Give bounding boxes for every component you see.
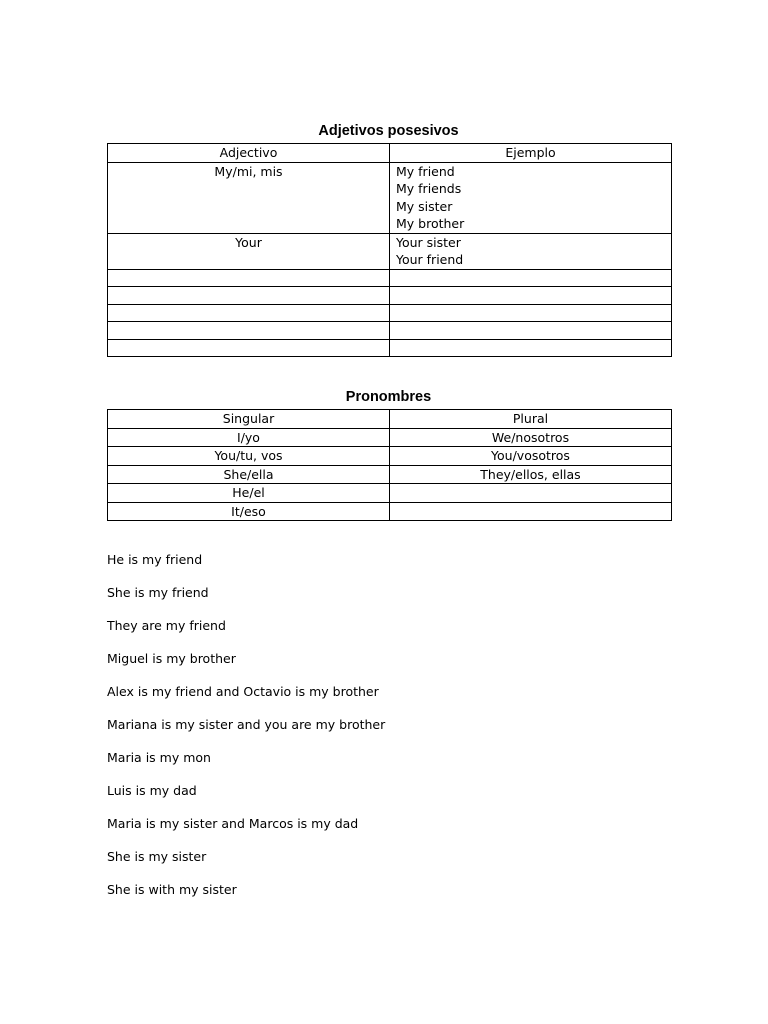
empty-cell — [390, 304, 672, 322]
plural-cell — [390, 502, 672, 521]
table-row — [108, 465, 672, 484]
possessives-table — [107, 143, 672, 357]
header-singular: Singular — [108, 410, 390, 429]
empty-cell — [108, 287, 390, 305]
table-header-row — [108, 144, 672, 163]
sentence: They are my friend — [107, 618, 226, 633]
sentence: She is my sister — [107, 849, 207, 864]
example-line: Your sister — [396, 234, 461, 250]
sentence: Maria is my sister and Marcos is my dad — [107, 816, 359, 831]
table-row — [108, 502, 672, 521]
plural-cell: They/ellos, ellas — [390, 465, 672, 484]
plural-cell: You/vosotros — [390, 447, 672, 466]
empty-cell — [108, 269, 390, 287]
sentence: Luis is my dad — [107, 783, 197, 798]
example-line: My friend — [396, 163, 455, 179]
example-cell — [390, 162, 672, 233]
sentence: She is my friend — [107, 585, 209, 600]
empty-table-row — [108, 269, 672, 287]
table-row — [108, 162, 672, 233]
empty-cell — [108, 322, 390, 340]
header-adjective: Adjectivo — [108, 144, 390, 163]
empty-table-row — [108, 287, 672, 305]
sentence: He is my friend — [107, 552, 203, 567]
sentence: Miguel is my brother — [107, 651, 236, 666]
sentence: Alex is my friend and Octavio is my brother — [107, 684, 379, 699]
empty-cell — [390, 322, 672, 340]
pronouns-title: Pronombres — [345, 389, 432, 405]
example-cell — [390, 233, 672, 269]
sentence: Mariana is my sister and you are my brother — [107, 717, 386, 732]
singular-cell: You/tu, vos — [108, 447, 390, 466]
empty-table-row — [108, 322, 672, 340]
table-row — [108, 233, 672, 269]
pronouns-table — [107, 409, 672, 521]
table-header-row — [108, 410, 672, 429]
plural-cell — [390, 484, 672, 503]
possessives-title: Adjetivos posesivos — [318, 123, 459, 139]
singular-cell: He/el — [108, 484, 390, 503]
sentence: She is with my sister — [107, 882, 237, 897]
plural-cell: We/nosotros — [390, 428, 672, 447]
example-line: My sister — [396, 198, 453, 214]
singular-cell: It/eso — [108, 502, 390, 521]
singular-cell: I/yo — [108, 428, 390, 447]
table-row — [108, 484, 672, 503]
empty-cell — [390, 287, 672, 305]
empty-table-row — [108, 304, 672, 322]
table-row — [108, 447, 672, 466]
empty-cell — [390, 339, 672, 357]
header-example: Ejemplo — [390, 144, 672, 163]
adjective-cell: Your — [108, 233, 390, 269]
header-plural: Plural — [390, 410, 672, 429]
sentence-list — [107, 551, 667, 914]
example-line: Your friend — [396, 252, 464, 267]
example-line: My friends — [396, 181, 462, 196]
empty-table-row — [108, 339, 672, 357]
singular-cell: She/ella — [108, 465, 390, 484]
empty-cell — [108, 304, 390, 322]
table-row — [108, 428, 672, 447]
adjective-cell: My/mi, mis — [108, 162, 390, 233]
sentence: Maria is my mon — [107, 750, 211, 765]
empty-cell — [390, 269, 672, 287]
example-line: My brother — [396, 216, 465, 231]
empty-cell — [108, 339, 390, 357]
